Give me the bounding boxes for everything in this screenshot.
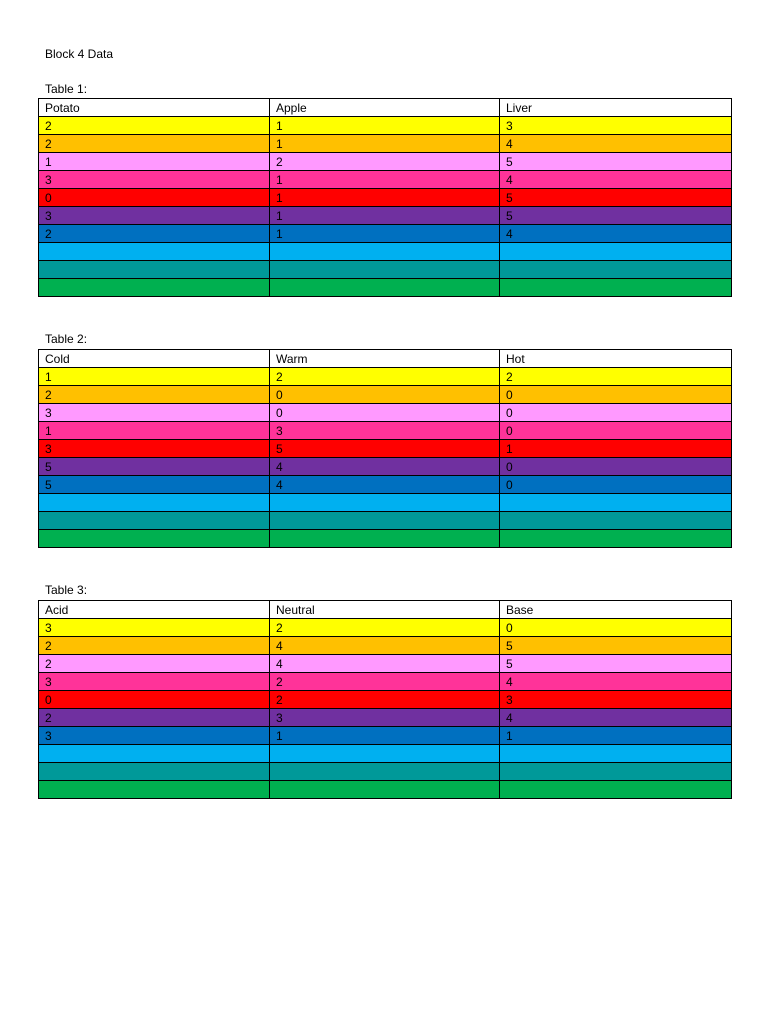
table-cell: 1: [39, 368, 270, 386]
table-cell: 0: [500, 458, 732, 476]
table-row: [39, 637, 732, 655]
table-cell: 3: [500, 117, 732, 135]
table-row: [39, 189, 732, 207]
table-cell: [500, 243, 732, 261]
table-cell: 4: [500, 225, 732, 243]
table-cell: 5: [500, 153, 732, 171]
table-row: [39, 781, 732, 799]
column-header: Base: [500, 601, 732, 619]
table-cell: 2: [39, 135, 270, 153]
table-cell: 5: [39, 476, 270, 494]
table-cell: 1: [39, 422, 270, 440]
document-title: Block 4 Data: [45, 47, 114, 61]
table-row: [39, 368, 732, 386]
table-body: [39, 368, 732, 548]
table-row: [39, 476, 732, 494]
table-cell: [39, 745, 270, 763]
table-cell: 3: [39, 619, 270, 637]
table-cell: 2: [270, 368, 500, 386]
column-header: Apple: [270, 99, 500, 117]
table-cell: 0: [39, 691, 270, 709]
table-cell: 4: [500, 709, 732, 727]
table-row: [39, 404, 732, 422]
table-cell: 3: [39, 207, 270, 225]
table-row: [39, 440, 732, 458]
table-row: [39, 745, 732, 763]
column-header: Cold: [39, 350, 270, 368]
table-cell: [270, 530, 500, 548]
table-cell: 2: [270, 691, 500, 709]
table-row: [39, 673, 732, 691]
table-cell: 3: [39, 404, 270, 422]
table-cell: [39, 261, 270, 279]
table-row: [39, 153, 732, 171]
table-row: [39, 261, 732, 279]
table-cell: 1: [270, 225, 500, 243]
table-cell: 2: [39, 709, 270, 727]
table-cell: [500, 530, 732, 548]
table-cell: 0: [500, 619, 732, 637]
table-cell: [270, 279, 500, 297]
table-cell: 2: [270, 619, 500, 637]
table-cell: [270, 243, 500, 261]
table-2-caption: Table 2:: [45, 332, 88, 346]
table-cell: 2: [39, 637, 270, 655]
table-cell: 4: [500, 673, 732, 691]
table-row: [39, 458, 732, 476]
table-cell: 4: [270, 476, 500, 494]
table-cell: [270, 261, 500, 279]
table-cell: 0: [270, 404, 500, 422]
table-cell: [39, 512, 270, 530]
table-cell: 0: [500, 476, 732, 494]
table-row: [39, 386, 732, 404]
column-header: Warm: [270, 350, 500, 368]
table-cell: 1: [270, 207, 500, 225]
table-cell: 0: [500, 404, 732, 422]
table-cell: 2: [39, 655, 270, 673]
table-row: [39, 530, 732, 548]
table-cell: 5: [500, 207, 732, 225]
table-row: [39, 279, 732, 297]
table-cell: 2: [39, 386, 270, 404]
table-2: [38, 349, 732, 548]
table-row: [39, 655, 732, 673]
table-cell: [39, 243, 270, 261]
table-cell: 3: [39, 171, 270, 189]
table-row: [39, 135, 732, 153]
table-cell: 2: [39, 117, 270, 135]
table-row: [39, 763, 732, 781]
table-cell: 1: [270, 189, 500, 207]
table-header-row: [39, 350, 732, 368]
table-cell: 1: [270, 727, 500, 745]
table-row: [39, 225, 732, 243]
table-cell: 1: [500, 727, 732, 745]
table-cell: 4: [270, 637, 500, 655]
table-cell: 4: [270, 458, 500, 476]
table-row: [39, 494, 732, 512]
table-cell: 2: [270, 673, 500, 691]
table-row: [39, 207, 732, 225]
table-cell: [39, 279, 270, 297]
table-row: [39, 117, 732, 135]
table-cell: [500, 745, 732, 763]
table-cell: 0: [39, 189, 270, 207]
table-cell: 3: [270, 422, 500, 440]
table-3-caption: Table 3:: [45, 583, 88, 597]
table-cell: 3: [500, 691, 732, 709]
table-cell: 0: [270, 386, 500, 404]
table-body: [39, 619, 732, 799]
table-cell: 3: [39, 673, 270, 691]
table-3: [38, 600, 732, 799]
table-row: [39, 422, 732, 440]
table-cell: 3: [39, 727, 270, 745]
table-row: [39, 243, 732, 261]
table-cell: [270, 763, 500, 781]
table-cell: 1: [39, 153, 270, 171]
table-cell: 2: [39, 225, 270, 243]
table-cell: 0: [500, 422, 732, 440]
table-row: [39, 171, 732, 189]
table-body: [39, 117, 732, 297]
table-cell: 3: [39, 440, 270, 458]
table-row: [39, 727, 732, 745]
table-row: [39, 512, 732, 530]
table-header-row: [39, 601, 732, 619]
table-cell: 4: [500, 135, 732, 153]
table-cell: 0: [500, 386, 732, 404]
table-cell: 2: [500, 368, 732, 386]
table-cell: [270, 745, 500, 763]
table-cell: 1: [270, 117, 500, 135]
column-header: Potato: [39, 99, 270, 117]
column-header: Liver: [500, 99, 732, 117]
table-cell: 2: [270, 153, 500, 171]
table-row: [39, 619, 732, 637]
table-cell: 5: [270, 440, 500, 458]
table-cell: [500, 279, 732, 297]
table-cell: [39, 494, 270, 512]
table-cell: [39, 763, 270, 781]
table-cell: [270, 494, 500, 512]
table-row: [39, 691, 732, 709]
table-cell: 4: [500, 171, 732, 189]
table-cell: [500, 763, 732, 781]
table-1: [38, 98, 732, 297]
table-cell: 1: [270, 171, 500, 189]
column-header: Acid: [39, 601, 270, 619]
table-cell: 5: [500, 637, 732, 655]
table-cell: 5: [500, 189, 732, 207]
table-cell: 1: [270, 135, 500, 153]
table-cell: [39, 781, 270, 799]
table-cell: [270, 512, 500, 530]
table-cell: [270, 781, 500, 799]
table-cell: [500, 781, 732, 799]
table-cell: [39, 530, 270, 548]
table-cell: [500, 512, 732, 530]
table-cell: 5: [39, 458, 270, 476]
table-1-caption: Table 1:: [45, 82, 88, 96]
table-cell: 1: [500, 440, 732, 458]
table-row: [39, 709, 732, 727]
table-cell: 5: [500, 655, 732, 673]
table-header-row: [39, 99, 732, 117]
table-cell: 4: [270, 655, 500, 673]
column-header: Hot: [500, 350, 732, 368]
table-cell: [500, 261, 732, 279]
table-cell: [500, 494, 732, 512]
table-cell: 3: [270, 709, 500, 727]
column-header: Neutral: [270, 601, 500, 619]
